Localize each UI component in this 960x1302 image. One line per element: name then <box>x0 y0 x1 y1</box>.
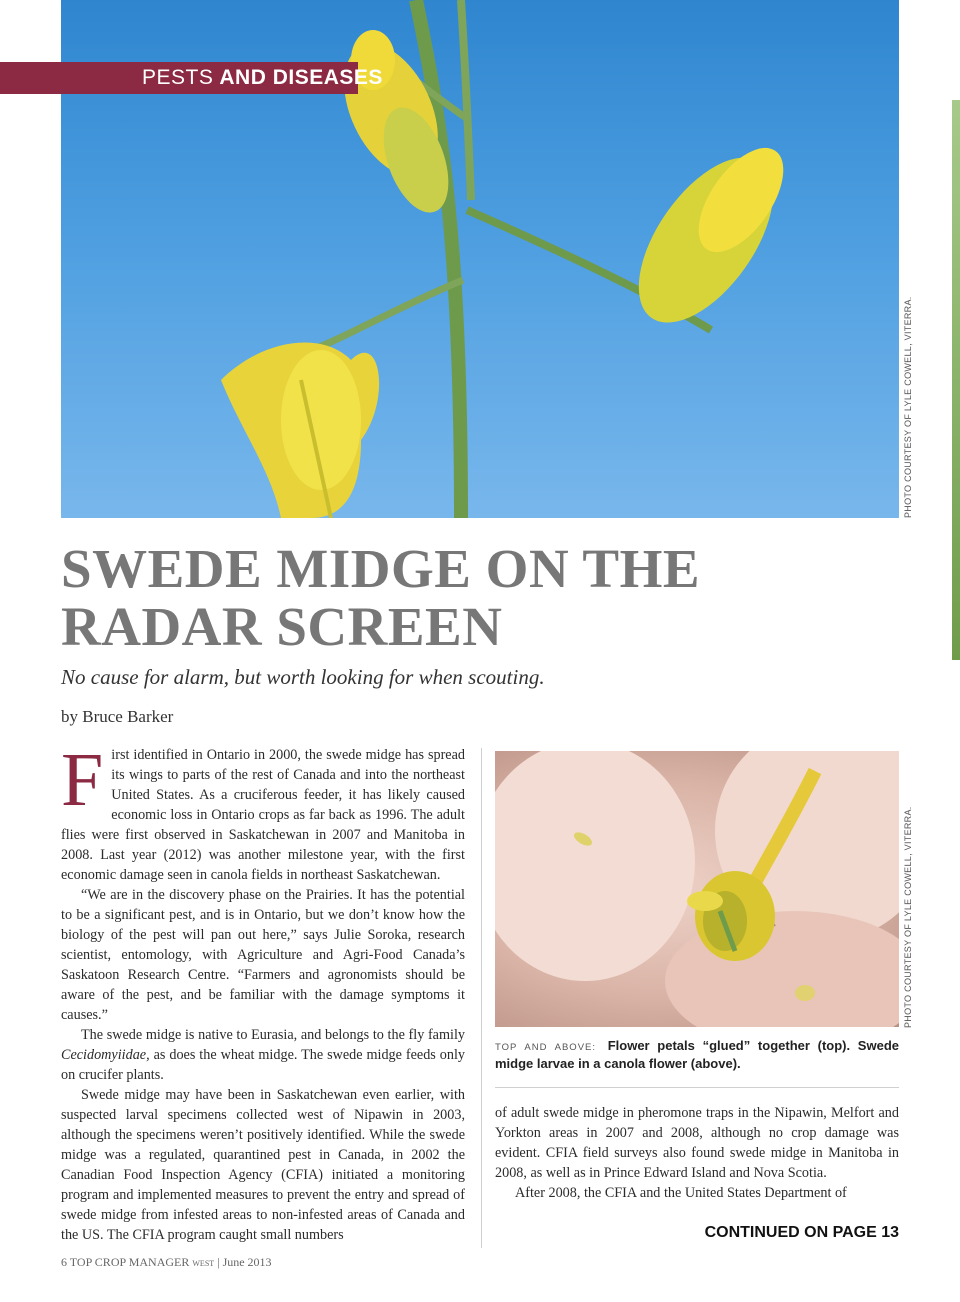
species-name: Cecidomyiidae, <box>61 1047 150 1063</box>
paragraph-text: The swede midge is native to Eurasia, and belongs to the fly family <box>81 1027 465 1043</box>
deck: No cause for alarm, but worth looking for when scouting. <box>61 665 545 689</box>
continued-on-page-link[interactable]: CONTINUED ON PAGE 13 <box>704 1224 899 1241</box>
publication-edition: west <box>192 1255 215 1269</box>
page-number: 6 <box>61 1255 67 1269</box>
larvae-photo <box>495 751 899 1027</box>
section-label-bold: AND DISEASES <box>219 66 383 89</box>
page-edge-strip <box>952 100 960 660</box>
footer-separator: | <box>217 1255 220 1269</box>
body-paragraph: Swede midge may have been in Saskatchewan even earlier, with suspected larval specimens collected west of Nipawin in 2003, although the specimens weren’t positively identified. While the swede midge was a regulated, quarantined pest in Canada, in 2002 the Canadian Food Inspection Agency (CFIA) initiated a monitoring program and implemented measures to prevent the entry and spread of swede midge from infested areas to non-infested areas of Canada and the US. The CFIA program caught small numbers <box>61 1087 465 1243</box>
caption-divider <box>495 1087 899 1088</box>
body-column-right <box>495 1103 899 1203</box>
headline-line-2: RADAR SCREEN <box>61 596 503 657</box>
body-paragraph: of adult swede midge in pheromone traps in the Nipawin, Melfort and Yorkton areas in 2007 and 2008, although no crop damage was evident. CFIA field surveys also found swede midge in Manitoba in 2008, as well as in Prince Edward Island and Nova Scotia. <box>495 1105 899 1181</box>
paragraph-text: as does the wheat midge. The swede midge feeds only on crucifer plants. <box>61 1047 465 1083</box>
body-paragraph: After 2008, the CFIA and the United States Department of <box>515 1185 847 1201</box>
byline: by Bruce Barker <box>61 707 174 726</box>
body-paragraph <box>61 1025 465 1085</box>
section-banner <box>0 62 383 94</box>
caption-text: Flower petals “glued” together (top). Swede midge larvae in a canola flower (above). <box>495 1038 899 1071</box>
photo-caption <box>495 1038 899 1072</box>
photo-credit-top: PHOTO COURTESY OF LYLE COWELL, VITERRA. <box>903 296 913 518</box>
body-column-left <box>61 738 465 1245</box>
publication-name: TOP CROP MANAGER <box>69 1255 190 1269</box>
section-label-regular: PESTS <box>142 66 214 89</box>
page-footer <box>61 1255 272 1270</box>
larvae-photo-illustration <box>495 751 899 1027</box>
body-paragraph <box>61 738 465 885</box>
caption-lead: TOP AND ABOVE: <box>495 1042 597 1053</box>
paragraph-text: irst identified in Ontario in 2000, the swede midge has spread its wings to parts of the rest of Canada and into the northeast United States. As a cruciferous feeder, it has likely caused economic loss in Ontario crops as far back as 1996. The adult flies were first observed in Saskatchewan in 2007 and Manitoba in 2008. Last year (2012) was another milestone year, with the first economic damage seen in canola fields in northeast Saskatchewan. <box>61 747 465 883</box>
column-divider <box>481 748 482 1248</box>
drop-cap: F <box>61 738 104 822</box>
body-paragraph: “We are in the discovery phase on the Prairies. It has the potential to be a significant pest, and is in Ontario, but we don’t know how the biology of the pest will pan out here,” says Julie Soroka, research scientist, entomology, with Agriculture and Agri-Food Canada’s Saskatoon Research Centre. “Farmers and agronomists should be aware of the pest, and be familiar with the damage symptoms it causes.” <box>61 887 465 1023</box>
headline <box>61 540 861 656</box>
photo-credit-middle: PHOTO COURTESY OF LYLE COWELL, VITERRA. <box>903 806 913 1028</box>
headline-line-1: SWEDE MIDGE ON THE <box>61 538 701 599</box>
issue-date: June 2013 <box>222 1255 272 1269</box>
